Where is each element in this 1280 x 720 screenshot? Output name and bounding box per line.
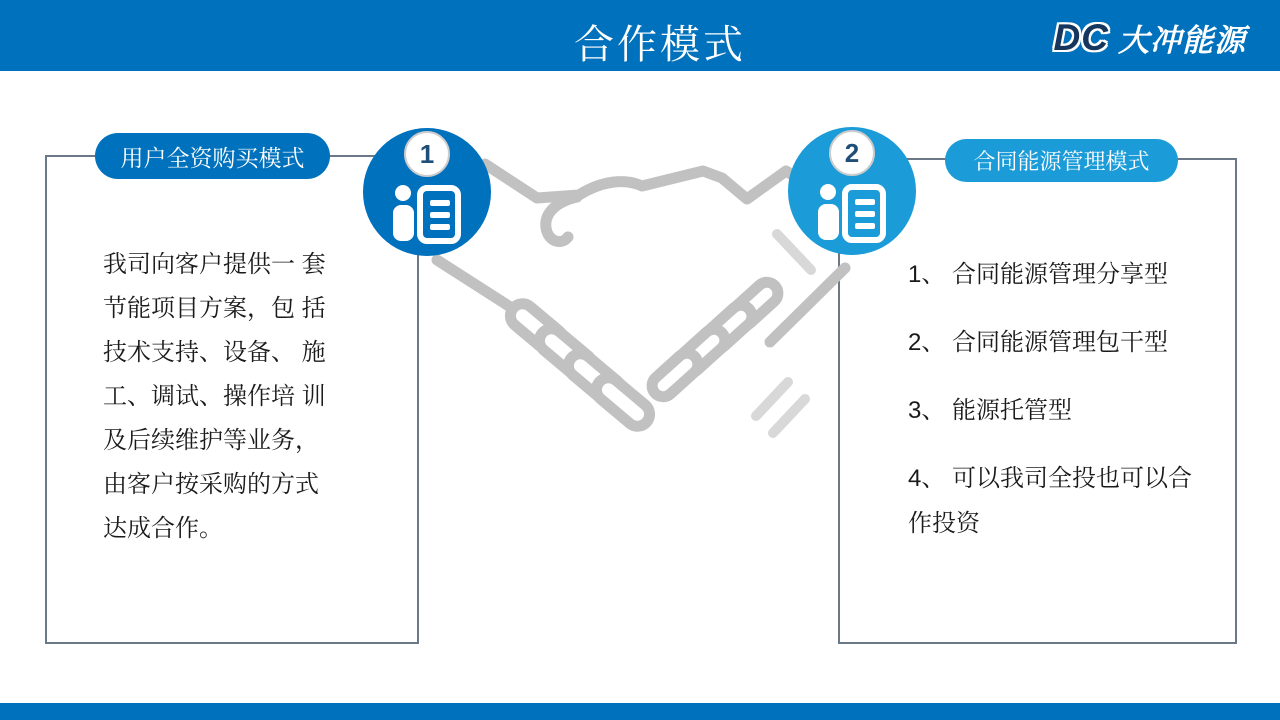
- list-item: 2、 合同能源管理包干型: [908, 329, 1169, 356]
- left-mode-description: [103, 243, 363, 551]
- list-item: 4、 可以我司全投也可以合作投资: [908, 465, 1193, 537]
- description-line: 技术支持、设备、 施: [103, 339, 326, 366]
- list-item: 1、 合同能源管理分享型: [908, 261, 1169, 288]
- right-mode-pill: 合同能源管理模式: [945, 139, 1178, 182]
- list-item: 3、 能源托管型: [908, 397, 1073, 424]
- company-name: 大冲能源: [1118, 23, 1246, 58]
- description-line: 由客户按采购的方式: [103, 471, 319, 498]
- dc-logo-icon: DC: [1053, 16, 1109, 58]
- node-number-badge: 1: [404, 131, 450, 177]
- right-mode-list: [908, 252, 1214, 569]
- description-line: 节能项目方案，包 括: [103, 295, 326, 322]
- left-mode-pill: 用户全资购买模式: [95, 133, 330, 179]
- person-document-icon: [815, 182, 889, 246]
- company-logo: [1054, 15, 1246, 60]
- footer-bar: [0, 703, 1280, 720]
- description-line: 达成合作。: [103, 515, 223, 542]
- mode-node-2: [788, 127, 916, 255]
- description-line: 工、调试、操作培 训: [103, 383, 326, 410]
- mode-node-1: [363, 128, 491, 256]
- description-line: 我司向客户提供一 套: [103, 251, 326, 278]
- header-bar: [0, 0, 1280, 71]
- node-number-badge: 2: [829, 130, 875, 176]
- page-title: 合作模式: [574, 23, 746, 67]
- description-line: 及后续维护等业务，: [103, 427, 319, 454]
- person-document-icon: [390, 183, 464, 247]
